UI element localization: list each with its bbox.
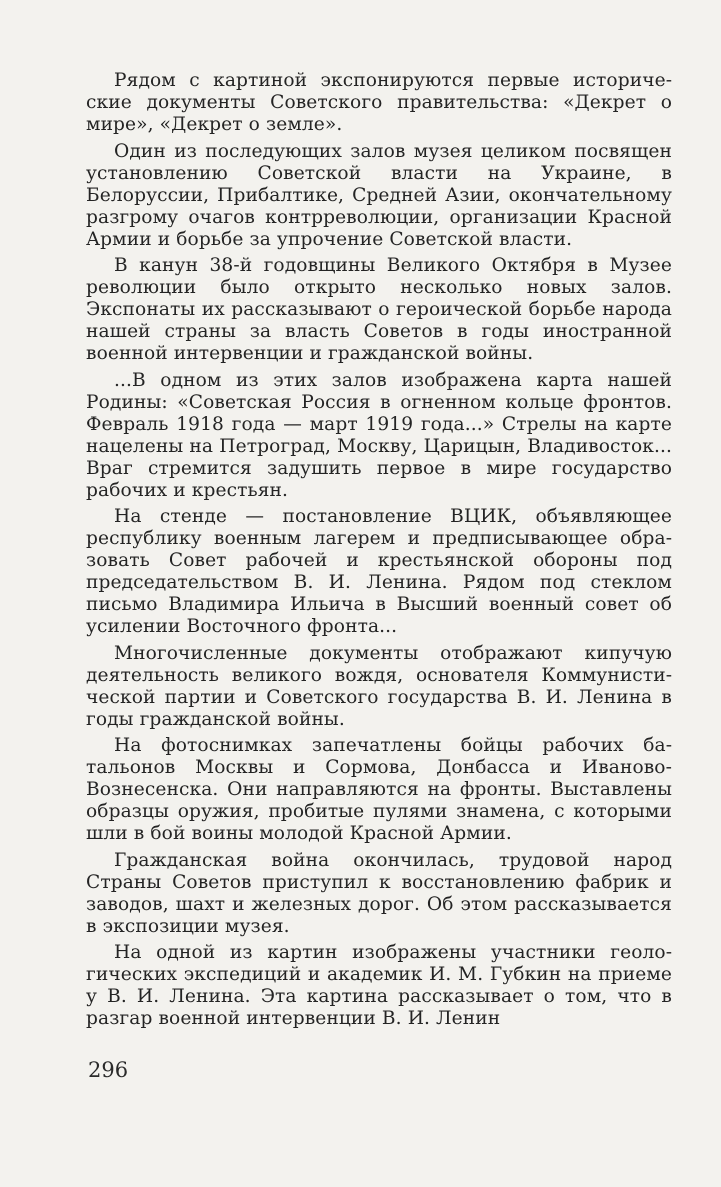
- paragraph-1: Рядом с картиной экспонируются первые исторические документы Советского правительства: «Декрет о мире», «Декрет о земле».: [86, 70, 672, 135]
- page-number: 296: [88, 1058, 129, 1082]
- paragraph-4: ...В одном из этих залов изображена карта нашей Родины: «Советская Россия в огненном кольце фронтов. Февраль 1918 года — март 1919 года...» Стрелы на карте нацелены на Петроград, Москву, Царицын, Владивосток... Враг стремится задушить первое в мире государство рабочих и крестьян.: [86, 369, 672, 501]
- paragraph-6: Многочисленные документы отображают кипучую деятельность великого вождя, основателя Коммунистической партии и Советского государства В. И. Ленина в годы гражданской войны.: [86, 642, 672, 730]
- paragraph-7: На фотоснимках запечатлены бойцы рабочих батальонов Москвы и Сормова, Донбасса и Иваново-Вознесенска. Они направляются на фронты. Выставлены образцы оружия, пробитые пулями знамена, с которыми шли в бой воины молодой Красной Армии.: [86, 735, 672, 844]
- paragraph-9: На одной из картин изображены участники геологических экспедиций и академик И. М. Губкин на приеме у В. И. Ленина. Эта картина рассказывает о том, что в разгар военной интервенции В. И. Ленин: [86, 942, 672, 1029]
- paragraph-2: Один из последующих залов музея целиком посвящен установлению Советской власти на Украине, в Белоруссии, Прибалтике, Средней Азии, окончательному разгрому очагов контрреволюции, организации Красной Армии и борьбе за упрочение Советской власти.: [86, 140, 672, 250]
- paragraph-3: В канун 38-й годовщины Великого Октября в Музее революции было открыто несколько новых залов. Экспонаты их рассказывают о героической борьбе народа нашей страны за власть Советов в годы иностранной военной интервенции и гражданской войны.: [86, 255, 672, 364]
- paragraph-8: Гражданская война окончилась, трудовой народ Страны Советов приступил к восстановлению фабрик и заводов, шахт и железных дорог. Об этом рассказывается в экспозиции музея.: [86, 849, 672, 937]
- paragraph-5: На стенде — постановление ВЦИК, объявляющее республику военным лагерем и предписывающее образовать Совет рабочей и крестьянской обороны под председательством В. И. Ленина. Рядом под стеклом письмо Владимира Ильича в Высший военный совет об усилении Восточного фронта...: [86, 506, 672, 637]
- body-text: [86, 70, 672, 1035]
